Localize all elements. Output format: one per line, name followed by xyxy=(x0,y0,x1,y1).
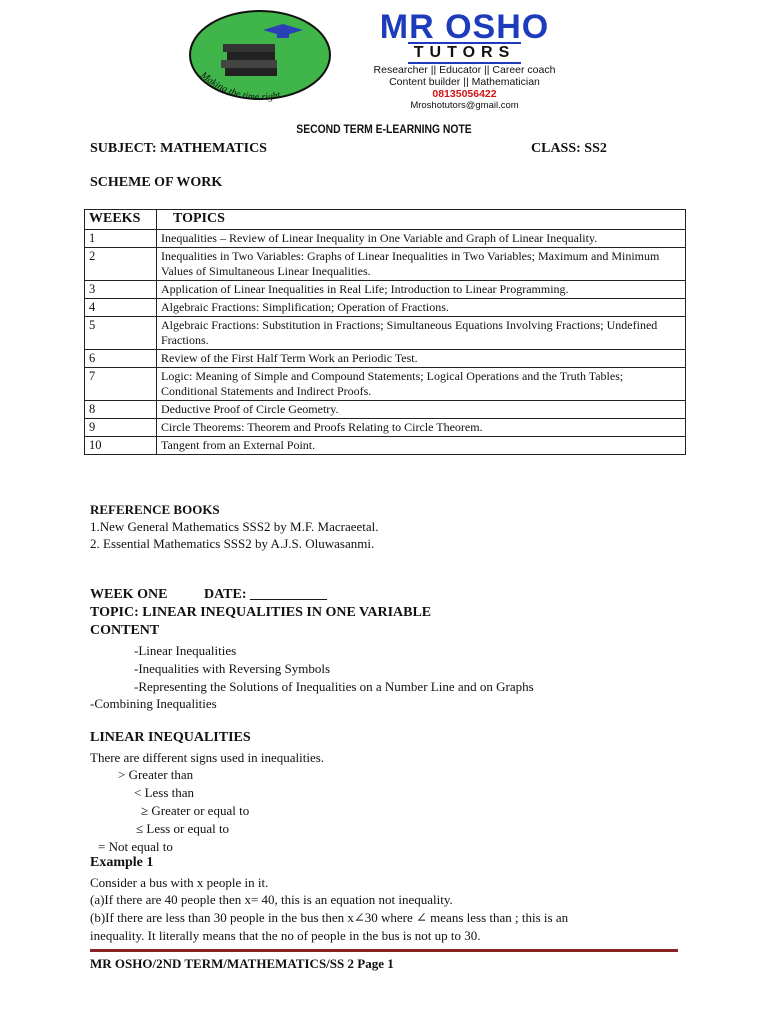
table-header-row xyxy=(85,210,686,230)
week-cell: 6 xyxy=(85,350,157,368)
table-row xyxy=(85,350,686,368)
table-row xyxy=(85,230,686,248)
scheme-heading: SCHEME OF WORK xyxy=(90,175,223,190)
brand-sub: TUTORS xyxy=(408,42,521,64)
book-icon xyxy=(225,68,277,76)
content-item: -Combining Inequalities xyxy=(90,696,217,711)
references-heading: REFERENCE BOOKS xyxy=(90,502,220,517)
scheme-table xyxy=(84,209,686,455)
content-heading: CONTENT xyxy=(90,623,160,638)
table-row xyxy=(85,401,686,419)
reference-item: 2. Essential Mathematics SSS2 by A.J.S. Oluwasanmi. xyxy=(90,536,375,551)
footer-divider xyxy=(90,949,678,952)
brand-tagline-2: Content builder || Mathematician xyxy=(389,76,540,88)
topic-cell: Circle Theorems: Theorem and Proofs Relating to Circle Theorem. xyxy=(157,419,686,437)
reference-item: 1.New General Mathematics SSS2 by M.F. Macraeetal. xyxy=(90,519,379,534)
week-label: WEEK ONE xyxy=(90,587,168,602)
tutors-logo xyxy=(185,10,340,110)
week-date: DATE: ___________ xyxy=(204,587,328,602)
table-row xyxy=(85,437,686,455)
sign-item: > Greater than xyxy=(118,767,194,782)
table-row xyxy=(85,248,686,281)
topic-cell: Application of Linear Inequalities in Real Life; Introduction to Linear Programming. xyxy=(157,281,686,299)
table-row xyxy=(85,419,686,437)
content-item: -Representing the Solutions of Inequalities on a Number Line and on Graphs xyxy=(134,679,534,694)
topic-cell: Algebraic Fractions: Simplification; Operation of Fractions. xyxy=(157,299,686,317)
topic-cell: Review of the First Half Term Work an Periodic Test. xyxy=(157,350,686,368)
week-cell: 1 xyxy=(85,230,157,248)
class-label: CLASS: SS2 xyxy=(531,141,607,156)
example-heading: Example 1 xyxy=(90,855,154,870)
col-header-weeks: WEEKS xyxy=(85,210,157,230)
topic-cell: Deductive Proof of Circle Geometry. xyxy=(157,401,686,419)
week-cell: 2 xyxy=(85,248,157,281)
col-header-topics: TOPICS xyxy=(157,210,686,230)
week-cell: 7 xyxy=(85,368,157,401)
example-line: inequality. It literally means that the no of people in the bus is not up to 30. xyxy=(90,928,481,943)
logo-slogan: Making the time right xyxy=(198,69,282,104)
sign-item: = Not equal to xyxy=(98,839,173,854)
week-cell: 3 xyxy=(85,281,157,299)
week-cell: 8 xyxy=(85,401,157,419)
example-line: Consider a bus with x people in it. xyxy=(90,875,269,890)
week-topic: TOPIC: LINEAR INEQUALITIES IN ONE VARIABLE xyxy=(90,605,432,620)
note-title: SECOND TERM E-LEARNING NOTE xyxy=(296,124,472,136)
topic-cell: Logic: Meaning of Simple and Compound Statements; Logical Operations and the Truth Tables; Conditional Statements and Indirect Proofs. xyxy=(157,368,686,401)
brand-block xyxy=(352,8,577,111)
week-cell: 10 xyxy=(85,437,157,455)
example-line: (b)If there are less than 30 people in the bus then x∠30 where ∠ means less than ; this is an xyxy=(90,910,569,925)
sign-item: ≥ Greater or equal to xyxy=(141,803,250,818)
week-cell: 5 xyxy=(85,317,157,350)
brand-tagline-1: Researcher || Educator || Career coach xyxy=(373,64,556,76)
brand-name: MR OSHO xyxy=(379,8,550,46)
sign-item: < Less than xyxy=(134,785,195,800)
linear-intro: There are different signs used in inequalities. xyxy=(90,750,325,765)
content-item: -Linear Inequalities xyxy=(134,643,237,658)
topic-cell: Algebraic Fractions: Substitution in Fractions; Simultaneous Equations Involving Fractions; Undefined Fractions. xyxy=(157,317,686,350)
topic-cell: Tangent from an External Point. xyxy=(157,437,686,455)
brand-phone: 08135056422 xyxy=(432,88,497,100)
table-row xyxy=(85,368,686,401)
content-item: -Inequalities with Reversing Symbols xyxy=(134,661,331,676)
sign-item: ≤ Less or equal to xyxy=(136,821,230,836)
week-cell: 9 xyxy=(85,419,157,437)
brand-email: Mroshotutors@gmail.com xyxy=(410,100,519,111)
subject-label: SUBJECT: MATHEMATICS xyxy=(90,141,267,156)
page-footer: MR OSHO/2ND TERM/MATHEMATICS/SS 2 Page 1 xyxy=(90,956,394,971)
table-row xyxy=(85,317,686,350)
linear-heading: LINEAR INEQUALITIES xyxy=(90,730,251,745)
example-line: (a)If there are 40 people then x= 40, this is an equation not inequality. xyxy=(90,892,453,907)
table-row xyxy=(85,299,686,317)
topic-cell: Inequalities in Two Variables: Graphs of Linear Inequalities in Two Variables; Maximum and Minimum Values of Simultaneous Linear Inequalities. xyxy=(157,248,686,281)
table-row xyxy=(85,281,686,299)
week-cell: 4 xyxy=(85,299,157,317)
topic-cell: Inequalities – Review of Linear Inequality in One Variable and Graph of Linear Inequality. xyxy=(157,230,686,248)
